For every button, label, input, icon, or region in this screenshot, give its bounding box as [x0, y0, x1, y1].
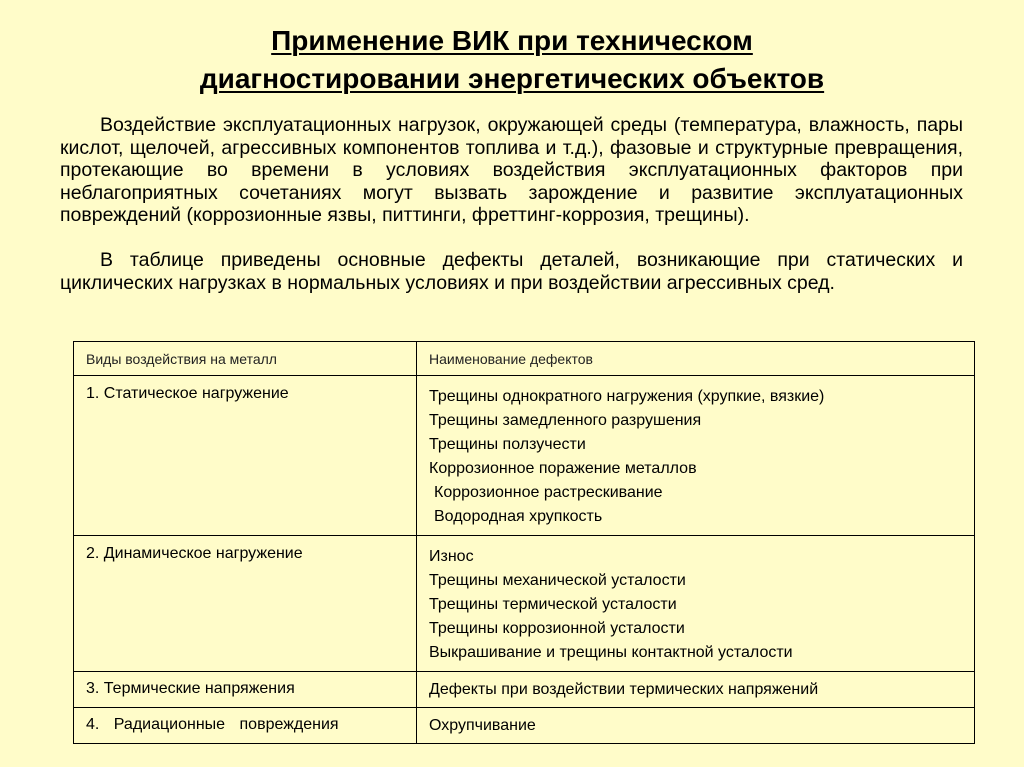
table-row — [74, 672, 975, 708]
header-impact-type: Виды воздействия на металл — [74, 342, 417, 376]
slide-title — [0, 22, 1024, 98]
table-row — [74, 376, 975, 536]
defect-item: Трещины коррозионной усталости — [429, 620, 685, 637]
table-intro-paragraph: В таблице приведены основные дефекты деталей, возникающие при статических и циклических нагрузках в нормальных условиях и при воздействии агрессивных сред. — [60, 249, 963, 294]
category-cell: 3. Термические напряжения — [74, 672, 417, 708]
defect-item: Коррозионное растрескивание — [434, 484, 663, 501]
header-defect-name: Наименование дефектов — [417, 342, 975, 376]
category-cell: 2. Динамическое нагружение — [74, 536, 417, 672]
defects-cell — [417, 708, 975, 744]
defects-table — [73, 341, 975, 744]
defect-item: Трещины механической усталости — [429, 572, 686, 589]
defect-item: Охрупчивание — [429, 717, 536, 734]
defects-table-wrapper — [73, 341, 975, 744]
intro-paragraph: Воздействие эксплуатационных нагрузок, окружающей среды (температура, влажность, пары кислот, щелочей, агрессивных компонентов топлива и т.д.), фазовые и структурные превращения, протекающие во времени в условиях воздействия эксплуатационных факторов при неблагоприятных сочетаниях могут вызвать зарождение и развитие эксплуатационных повреждений (коррозионные язвы, питтинги, фреттинг-коррозия, трещины). — [60, 114, 963, 226]
table-header-row — [74, 342, 975, 376]
category-cell: 4. Радиационные повреждения — [74, 708, 417, 744]
defect-item: Выкрашивание и трещины контактной усталости — [429, 644, 793, 661]
defects-cell — [417, 536, 975, 672]
table-row — [74, 708, 975, 744]
defect-item: Водородная хрупкость — [434, 508, 603, 525]
defect-item: Трещины ползучести — [429, 436, 586, 453]
defect-item: Коррозионное поражение металлов — [429, 460, 697, 477]
table-row — [74, 536, 975, 672]
defect-item: Трещины термической усталости — [429, 596, 677, 613]
defect-item: Дефекты при воздействии термических напряжений — [429, 681, 819, 698]
category-cell: 1. Статическое нагружение — [74, 376, 417, 536]
slide-title-line-1: Применение ВИК при техническом — [271, 25, 753, 56]
defects-cell — [417, 672, 975, 708]
defect-item: Трещины однократного нагружения (хрупкие, вязкие) — [429, 388, 825, 405]
defect-item: Трещины замедленного разрушения — [429, 412, 702, 429]
defect-item: Износ — [429, 548, 474, 565]
slide-title-line-2: диагностировании энергетических объектов — [199, 63, 825, 94]
defects-cell — [417, 376, 975, 536]
